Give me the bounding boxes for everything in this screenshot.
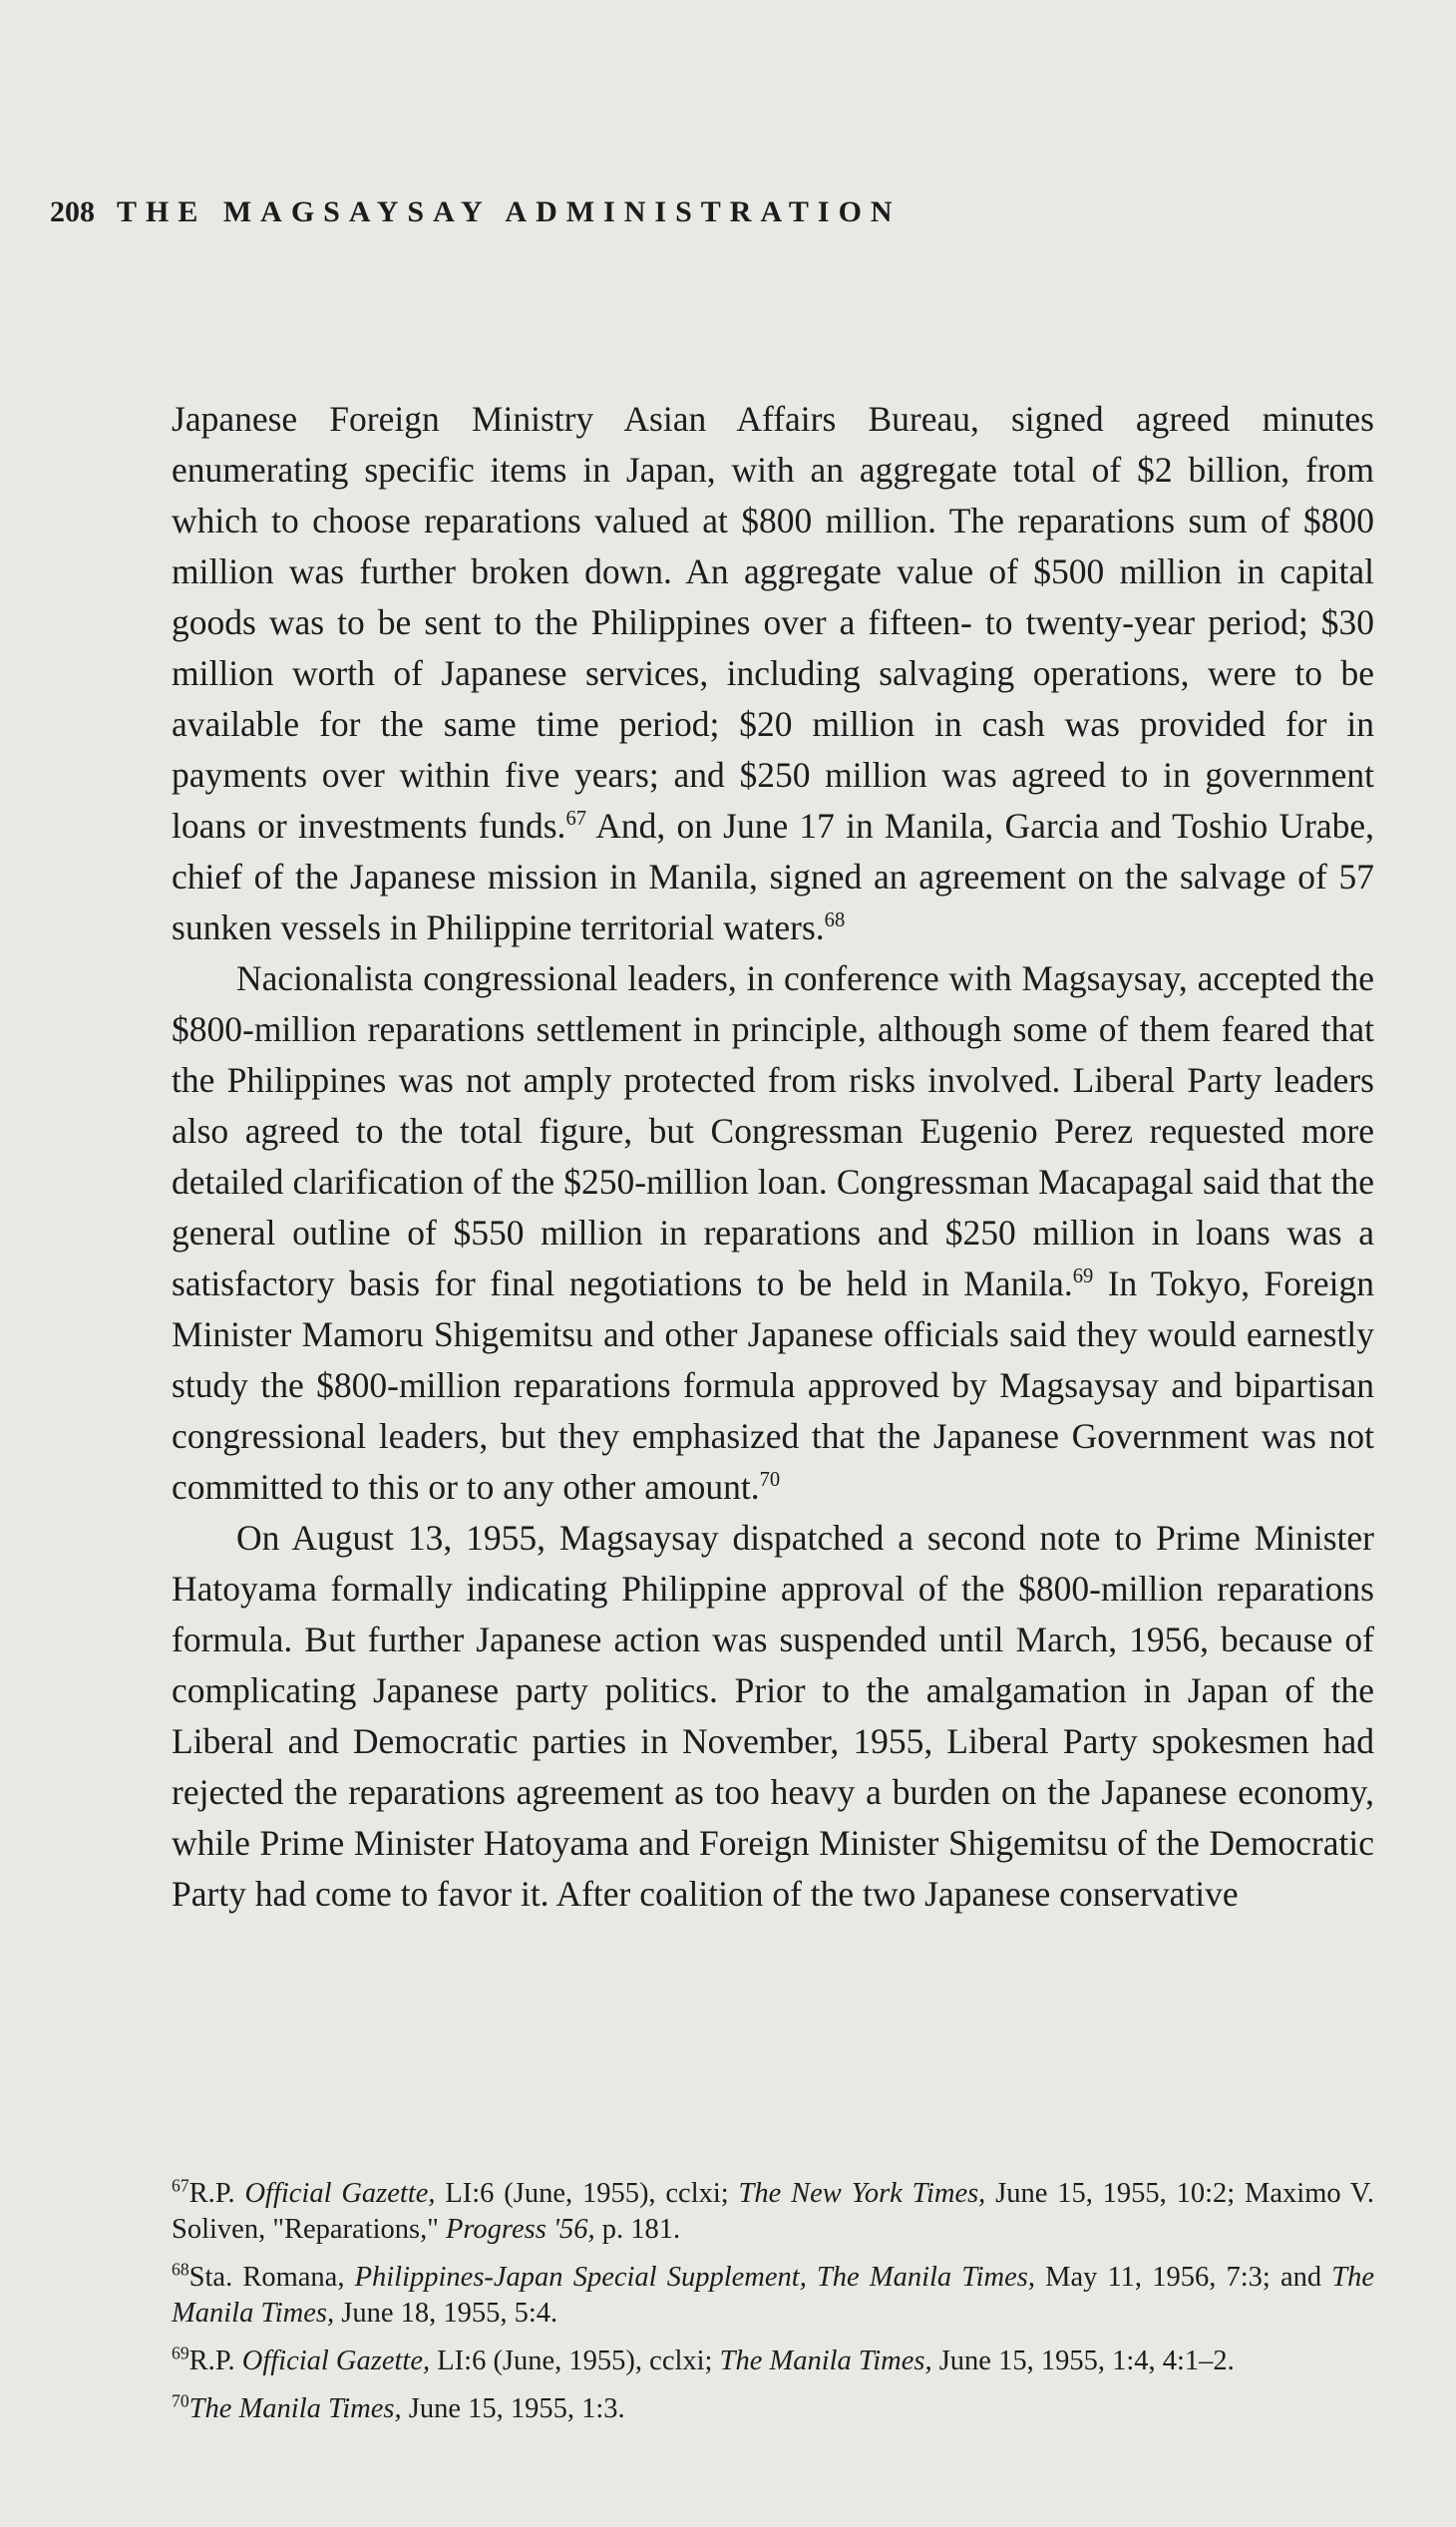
footnote-title: The Manila Times, [719,2346,932,2376]
footnote-title: The Manila Times, [172,2262,1374,2329]
footnote-text: June 15, 1955, 1:3. [401,2393,625,2424]
footnote-title: The Manila Times, [188,2393,402,2424]
footnote-text: Sta. Romana, [188,2262,355,2293]
footnote [172,2344,1374,2379]
footnote-ref: 68 [824,909,846,932]
footnote-text: June 18, 1955, 5:4. [334,2298,558,2329]
footnote-text: LI:6 (June, 1955), cclxi; [435,2178,739,2209]
paragraph-text: And, on June 17 in Manila, Garcia and Toshio Urabe, chief of the Japanese mission in Manila, signed an agreement on the salvage of 57 sunken vessels in Philippine territorial waters. [172,806,1374,947]
paragraph-text: In Tokyo, Foreign Minister Mamoru Shigemitsu and other Japanese officials said they would earnestly study the $800-million reparations formula approved by Magsaysay and bipartisan congressional leaders, but they emphasized that the Japanese Government was not committed to this or to any other amount. [172,1264,1374,1507]
running-title: THE MAGSAYSAY ADMINISTRATION [117,195,902,228]
footnote-text: R.P. [188,2346,242,2376]
footnote-text: June 15, 1955, 1:4, 4:1–2. [931,2346,1235,2376]
footnote-title: Progress '56, [445,2214,595,2245]
footnotes [172,2176,1374,2439]
footnote-text: May 11, 1956, 7:3; and [1034,2262,1332,2293]
running-head [50,192,1386,232]
footnote [172,2260,1374,2332]
footnote-title: Official Gazette, [244,2178,436,2209]
footnote-title: The New York Times, [738,2178,986,2209]
footnote-text: June 15, 1955, 10:2; Maximo V. Soliven, "Reparations," [172,2178,1374,2245]
footnote-text: LI:6 (June, 1955), cclxi; [430,2346,720,2376]
footnote-ref: 67 [565,808,587,831]
page-number: 208 [50,195,95,228]
footnote-number: 70 [172,2390,189,2411]
paragraph-text: Nacionalista congressional leaders, in conference with Magsaysay, accepted the $800-million reparations settlement in principle, although some of them feared that the Philippines was not amply protected from risks involved. Liberal Party leaders also agreed to the total figure, but Congressman Eugenio Perez requested more detailed clarification of the $250-million loan. Congressman Macapagal said that the general outline of $550 million in reparations and $250 million in loans was a satisfactory basis for final negotiations to be held in Manila. [172,958,1374,1303]
footnote [172,2176,1374,2248]
paragraph [172,394,1374,953]
paragraph: On August 13, 1955, Magsaysay dispatched a second note to Prime Minister Hatoyama formally indicating Philippine approval of the $800-million reparations formula. But further Japanese action was suspended until March, 1956, because of complicating Japanese party politics. Prior to the amalgamation in Japan of the Liberal and Democratic parties in November, 1955, Liberal Party spokesmen had rejected the reparations agreement as too heavy a burden on the Japanese economy, while Prime Minister Hatoyama and Foreign Minister Shigemitsu of the Democratic Party had come to favor it. After coalition of the two Japanese conservative [172,1518,1374,1914]
paragraph-text: Japanese Foreign Ministry Asian Affairs Bureau, signed agreed minutes enumerating specific items in Japan, with an aggregate total of $2 billion, from which to choose reparations valued at $800 million. The reparations sum of $800 million was further broken down. An aggregate value of $500 million in capital goods was to be sent to the Philippines over a fifteen- to twenty-year period; $30 million worth of Japanese services, including salvaging operations, were to be available for the same time period; $20 million in cash was provided for in payments over within five years; and $250 million was agreed to in government loans or investments funds. [172,399,1374,846]
footnote-number: 67 [172,2175,189,2196]
footnote-ref: 70 [759,1469,781,1492]
footnote-title: Philippines-Japan Special Supplement, The Manila Times, [354,2262,1035,2293]
footnote-title: Official Gazette, [241,2346,431,2376]
body-text [172,394,1374,1920]
paragraph [172,953,1374,1513]
footnote-number: 69 [172,2343,189,2363]
footnote-text: R.P. [188,2178,245,2209]
footnote [172,2391,1374,2427]
footnote-text: p. 181. [594,2214,681,2245]
footnote-number: 68 [172,2259,189,2280]
footnote-ref: 69 [1072,1265,1094,1288]
